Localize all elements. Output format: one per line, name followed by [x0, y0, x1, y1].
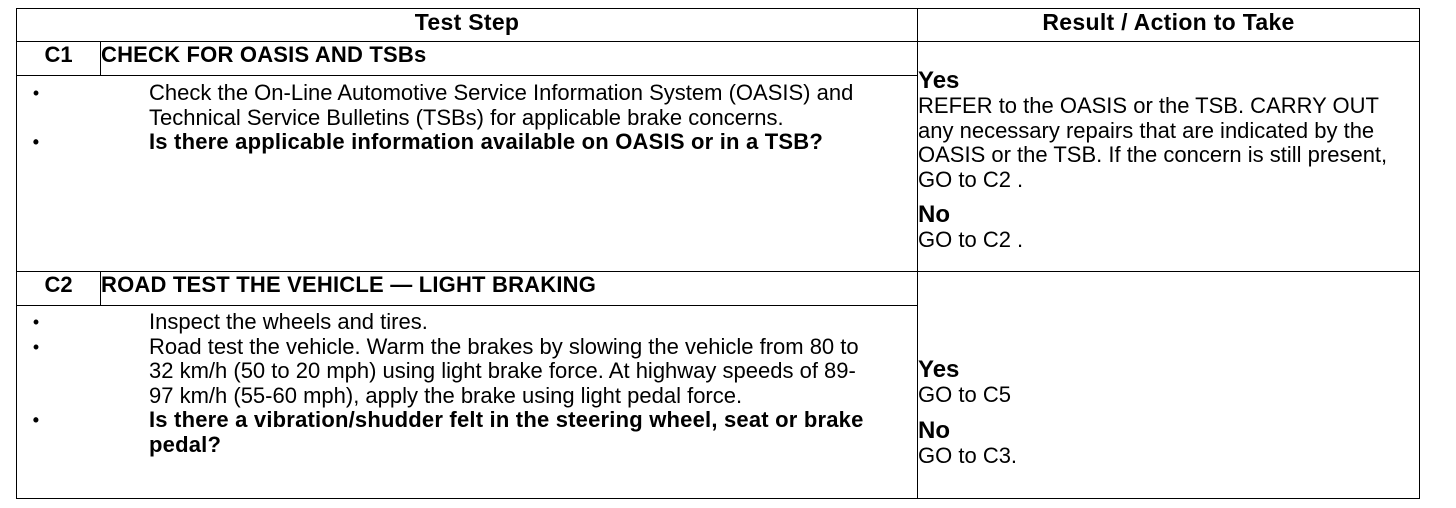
bullet-icon: •: [32, 83, 40, 103]
step-title-row: [17, 42, 1420, 76]
step-title: CHECK FOR OASIS AND TSBs: [101, 42, 918, 76]
yes-label: Yes: [918, 67, 960, 95]
step-body: [17, 306, 918, 499]
result-action-header: Result / Action to Take: [918, 9, 1420, 42]
step-bullet-list: [17, 310, 917, 458]
yes-action-text: GO to C5: [918, 382, 1011, 408]
table-header-row: [17, 9, 1420, 42]
no-action-text: GO to C3.: [918, 443, 1018, 468]
no-label: No: [918, 417, 951, 444]
list-item-question: [17, 130, 917, 155]
step-id: C2: [17, 272, 101, 306]
bullet-icon: •: [32, 312, 40, 332]
step-result-cell: [918, 42, 1420, 272]
bullet-icon: •: [32, 132, 40, 153]
step-body: [17, 76, 918, 272]
step-bullet-list: [17, 81, 917, 155]
yes-action-text: REFER to the OASIS or the TSB. CARRY OUT any necessary repairs that are indicated by the OASIS or the TSB. If the concern is still present, GO to C2 .: [918, 93, 1388, 192]
bullet-text: Is there applicable information available on OASIS or in a TSB?: [149, 129, 823, 155]
no-label: No: [918, 201, 951, 229]
no-action-text: GO to C2 .: [918, 227, 1024, 253]
list-item-question: [17, 408, 917, 457]
bullet-icon: •: [32, 336, 40, 357]
bullet-text: Is there a vibration/shudder felt in the steering wheel, seat or brake pedal?: [149, 407, 864, 457]
diagnostic-test-table: [16, 8, 1420, 499]
yes-label: Yes: [918, 356, 960, 384]
list-item: [17, 310, 917, 335]
list-item: [17, 335, 917, 409]
list-item: [17, 81, 917, 130]
bullet-icon: •: [32, 410, 40, 431]
step-id: C1: [17, 42, 101, 76]
step-result-cell: [918, 272, 1420, 499]
step-title: ROAD TEST THE VEHICLE — LIGHT BRAKING: [101, 272, 918, 306]
bullet-text: Road test the vehicle. Warm the brakes by slowing the vehicle from 80 to 32 km/h (50 to 20 mph) using light brake force. At highway speeds of 89-97 km/h (55-60 mph), apply the brake using light pedal force.: [149, 333, 859, 408]
bullet-text: Inspect the wheels and tires.: [149, 309, 428, 334]
test-step-header: Test Step: [17, 9, 918, 42]
step-title-row: [17, 272, 1420, 306]
bullet-text: Check the On-Line Automotive Service Information System (OASIS) and Technical Service Bulletins (TSBs) for applicable brake concerns.: [149, 80, 854, 130]
